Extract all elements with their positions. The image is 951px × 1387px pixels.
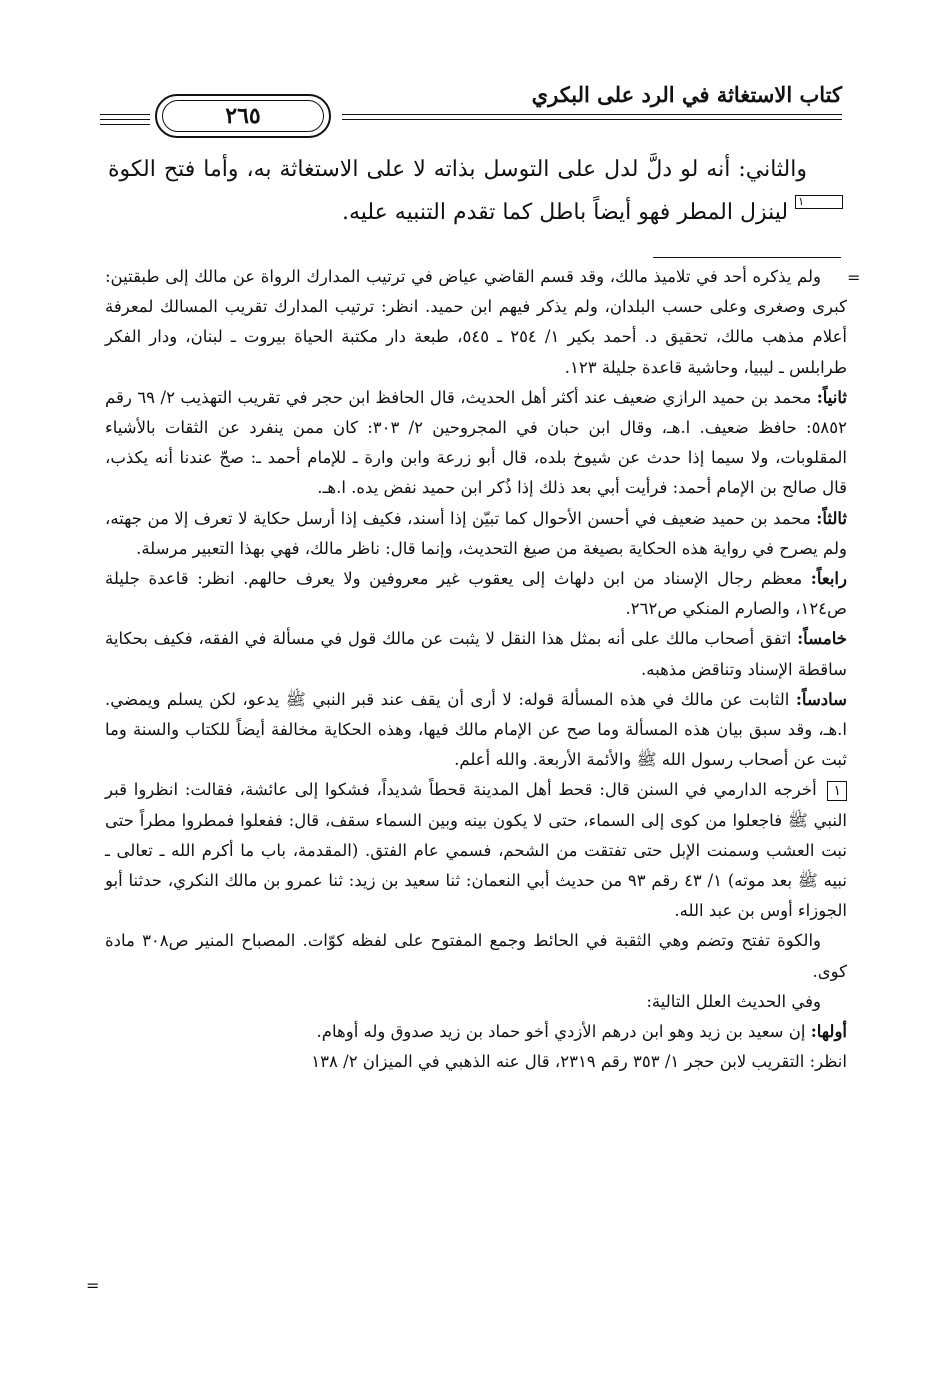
point-text: معظم رجال الإسناد من ابن دلهاث إلى يعقوب غير معروفين ولا يعرف حالهم. انظر: قاعدة جليلة ص١٢٤، والصارم المنكي ص٢٦٢. <box>105 569 847 619</box>
footnote-paragraph: وفي الحديث العلل التالية: <box>646 991 821 1011</box>
header-rule <box>100 124 150 125</box>
point-label: ثالثاً: <box>816 508 847 528</box>
point-label: سادساً: <box>795 689 847 709</box>
footnote-paragraph <box>105 383 847 504</box>
footnote-paragraph: ولم يذكره أحد في تلاميذ مالك، وقد قسم القاضي عياض في ترتيب المدارك الرواة عن مالك إلى طبقتين: كبرى وصغرى وعلى حسب البلدان، ولم يذكر فيهم ابن حميد. انظر: ترتيب المدارك تقريب المسالك لمعرفة أعلام مذهب مالك، تحقيق د. أحمد بكير ١/ ٢٥٤ ـ ٥٤٥، طبعة دار مكتبة الحياة بيروت ـ لبنان، ودار الفكر طرابلس ـ ليبيا، وحاشية قاعدة جليلة ١٢٣. <box>105 267 847 377</box>
footnote-paragraph: والكوة تفتح وتضم وهي الثقبة في الحائط وجمع المفتوح على لفظه كوّات. المصباح المنير ص٣٠٨ مادة كوى. <box>105 931 847 981</box>
footnote-text: أخرجه الدارمي في السنن قال: قحط أهل المدينة قحطاً شديداً، فشكوا إلى عائشة، فقالت: انظروا قبر النبي ﷺ فاجعلوا من كوى إلى السماء، حتى لا يكون بينه وبين السماء سقف، قال: ففعلوا فمطروا مطراً حتى نبت العشب وسمنت الإبل حتى تفتقت من الشحم، فسمي عام الفتق. (المقدمة، باب ما أكرم الله ـ تعالى ـ نبيه ﷺ بعد موته) ١/ ٤٣ رقم ٩٣ من حديث أبي النعمان: ثنا سعيد بن زيد: ثنا عمرو بن مالك النكري، حدثنا أبو الجوزاء أوس بن عبد الله. <box>105 780 847 921</box>
footnote-paragraph <box>105 775 847 926</box>
main-paragraph <box>108 148 843 234</box>
continuation-mark: = <box>847 268 861 287</box>
header-rule <box>342 119 842 120</box>
point-text: إن سعيد بن زيد وهو ابن درهم الأزدي أخو حماد بن زيد صدوق وله أوهام. <box>316 1022 811 1042</box>
point-text: اتفق أصحاب مالك على أنه بمثل هذا النقل لا يثبت عن مالك قول في مسألة في الفقه، فكيف بحكاية ساقطة الإسناد وتناقض مذهبه. <box>105 629 847 679</box>
page-number: ٢٦٥ <box>225 103 261 129</box>
header-rule <box>342 114 842 115</box>
point-label: أولها: <box>810 1022 847 1042</box>
page-header <box>100 72 842 132</box>
point-text: الثابت عن مالك في هذه المسألة قوله: لا أرى أن يقف عند قبر النبي ﷺ يدعو، لكن يسلم ويمضي. ا.هـ، وقد سبق بيان هذه المسألة وما صح عن الإمام مالك فيها، وهذه الحكاية مخالفة أيضاً للكتاب والسنة وما ثبت عن أصحاب رسول الله ﷺ والأئمة الأربعة. والله أعلم. <box>105 689 847 770</box>
point-text: محمد بن حميد ضعيف في أحسن الأحوال كما تبيّن إذا أسند، فكيف إذا أرسل حكاية لا تعرف إلا من جهته، ولم يصرح في رواية هذه الحكاية بصيغة من صيغ التحديث، وإنما قال: ناظر مالك، فهي بهذا التعبير مرسلة. <box>105 508 847 558</box>
page-number-badge <box>155 94 331 138</box>
footnote-separator <box>653 257 841 258</box>
main-text <box>108 148 843 234</box>
main-paragraph-start: والثاني: أنه لو دلَّ لدل على التوسل بذاته لا على الاستغاثة به، وأما فتح الكوة <box>108 157 807 182</box>
running-title: كتاب الاستغاثة في الرد على البكري <box>531 82 842 107</box>
point-label: رابعاً: <box>810 569 847 589</box>
footnotes <box>105 262 847 1077</box>
point-text: محمد بن حميد الرازي ضعيف عند أكثر أهل الحديث، قال الحافظ ابن حجر في تقريب التهذيب ٢/ ٦٩ رقم ٥٨٥٢: حافظ ضعيف. ا.هـ، وقال ابن حبان في المجروحين ٢/ ٣٠٣: كان ممن ينفرد عن الثقات بالأشياء المقلوبات، ولا سيما إذا حدث عن شيوخ بلده، قال أبو زرعة وابن وارة ـ للإمام أحمد ـ: صحّ عندنا أنه يكذب، قال صالح بن الإمام أحمد: فرأيت أبي بعد ذلك إذا ذُكر ابن حميد نفض يده. ا.هـ. <box>105 387 848 498</box>
point-label: خامساً: <box>797 629 847 649</box>
footnote-paragraph <box>105 685 847 776</box>
header-rule <box>100 114 150 115</box>
footnote-paragraph <box>105 504 847 564</box>
footnote-paragraph <box>105 564 847 624</box>
footnote-number: ١ <box>827 781 847 801</box>
main-paragraph-end: لينزل المطر فهو أيضاً باطل كما تقدم التنبيه عليه. <box>341 200 796 225</box>
footnote-paragraph <box>105 1017 847 1047</box>
point-label: ثانياً: <box>816 387 847 407</box>
footnote-ref-marker[interactable]: ١ <box>795 195 843 209</box>
footnote-paragraph: انظر: التقريب لابن حجر ١/ ٣٥٣ رقم ٢٣١٩، قال عنه الذهبي في الميزان ٢/ ١٣٨ <box>311 1052 847 1072</box>
footnote-paragraph <box>105 624 847 684</box>
continuation-mark-end: = <box>86 1276 100 1295</box>
header-rule <box>100 119 150 120</box>
